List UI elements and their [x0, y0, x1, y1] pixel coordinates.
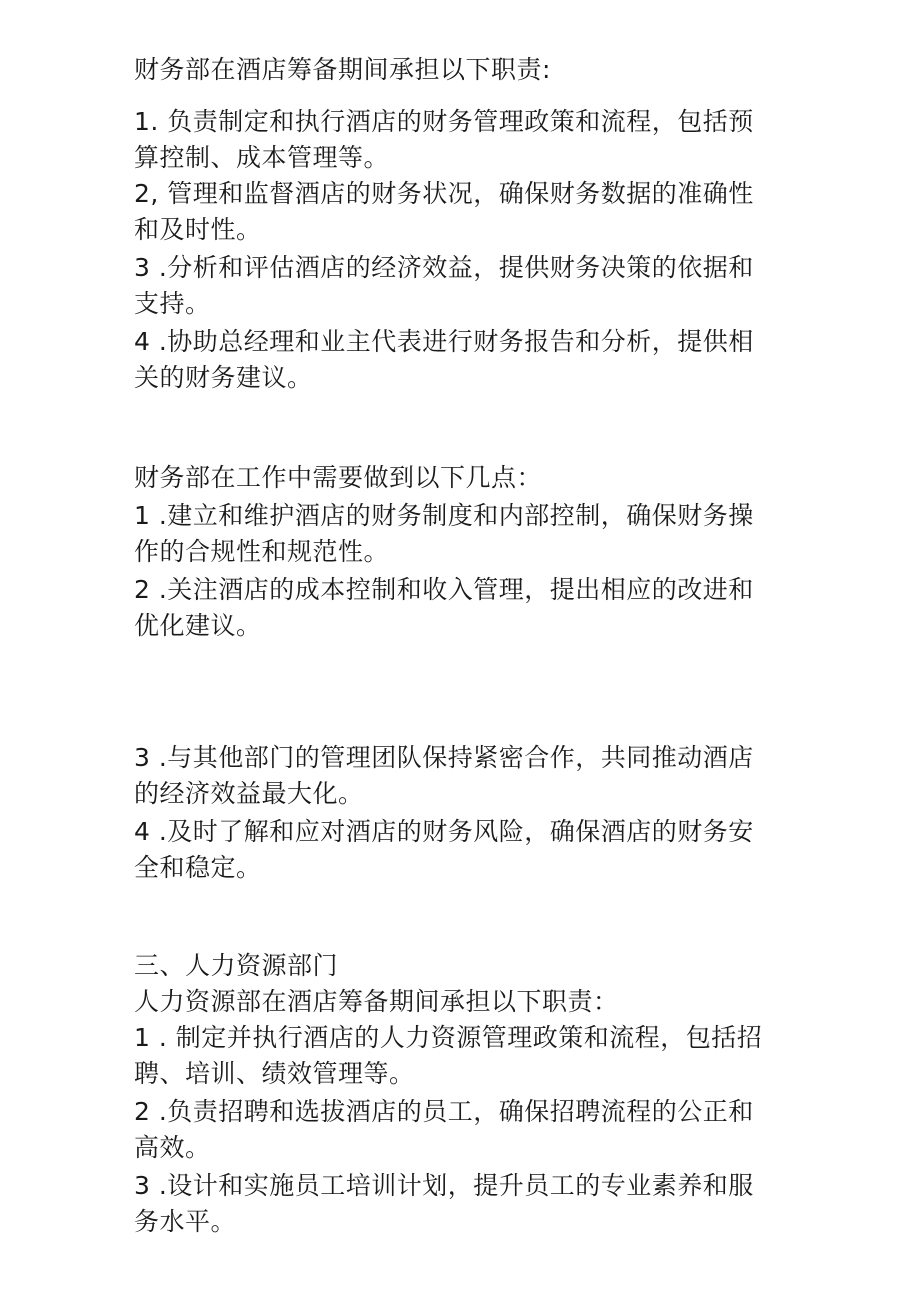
finance-work-item-2-line-2: 优化建议。 [134, 611, 262, 640]
finance-prep-item-2-line-1: 2, 管理和监督酒店的财务状况，确保财务数据的准确性 [134, 179, 754, 208]
finance-prep-item-3-line-1: 3 .分析和评估酒店的经济效益，提供财务决策的依据和 [134, 253, 754, 282]
finance-work-item-4-line-2: 全和稳定。 [134, 853, 262, 882]
hr-prep-item-2-line-2: 高效。 [134, 1133, 211, 1162]
finance-prep-item-4-line-1: 4 .协助总经理和业主代表进行财务报告和分析，提供相 [134, 327, 754, 356]
finance-prep-item-1-line-2: 算控制、成本管理等。 [134, 143, 390, 172]
finance-prep-item-2-line-2: 和及时性。 [134, 215, 262, 244]
finance-work-item-4-line-1: 4 .及时了解和应对酒店的财务风险，确保酒店的财务安 [134, 817, 754, 846]
finance-work-item-1-line-1: 1 .建立和维护酒店的财务制度和内部控制，确保财务操 [134, 501, 754, 530]
finance-work-item-2-line-1: 2 .关注酒店的成本控制和收入管理，提出相应的改进和 [134, 575, 754, 604]
finance-prep-item-4-line-2: 关的财务建议。 [134, 363, 313, 392]
finance-work-item-3-line-2: 的经济效益最大化。 [134, 779, 364, 808]
finance-work-item-3-line-1: 3 .与其他部门的管理团队保持紧密合作，共同推动酒店 [134, 743, 754, 772]
finance-prep-heading: 财务部在酒店筹备期间承担以下职责: [134, 55, 551, 84]
hr-section-heading: 三、人力资源部门 [134, 951, 339, 980]
finance-work-heading: 财务部在工作中需要做到以下几点： [134, 463, 543, 492]
hr-prep-item-3-line-1: 3 .设计和实施员工培训计划，提升员工的专业素养和服 [134, 1171, 754, 1200]
hr-prep-item-3-line-2: 务水平。 [134, 1207, 237, 1236]
finance-prep-item-1-line-1: 1. 负责制定和执行酒店的财务管理政策和流程，包括预 [134, 107, 754, 136]
hr-prep-heading: 人力资源部在酒店筹备期间承担以下职责： [134, 987, 619, 1016]
hr-prep-item-1-line-2: 聘、培训、绩效管理等。 [134, 1059, 415, 1088]
finance-prep-item-3-line-2: 支持。 [134, 289, 211, 318]
finance-work-item-1-line-2: 作的合规性和规范性。 [134, 537, 390, 566]
hr-prep-item-1-line-1: 1 . 制定并执行酒店的人力资源管理政策和流程，包括招 [134, 1023, 763, 1052]
hr-prep-item-2-line-1: 2 .负责招聘和选拔酒店的员工，确保招聘流程的公正和 [134, 1097, 754, 1126]
